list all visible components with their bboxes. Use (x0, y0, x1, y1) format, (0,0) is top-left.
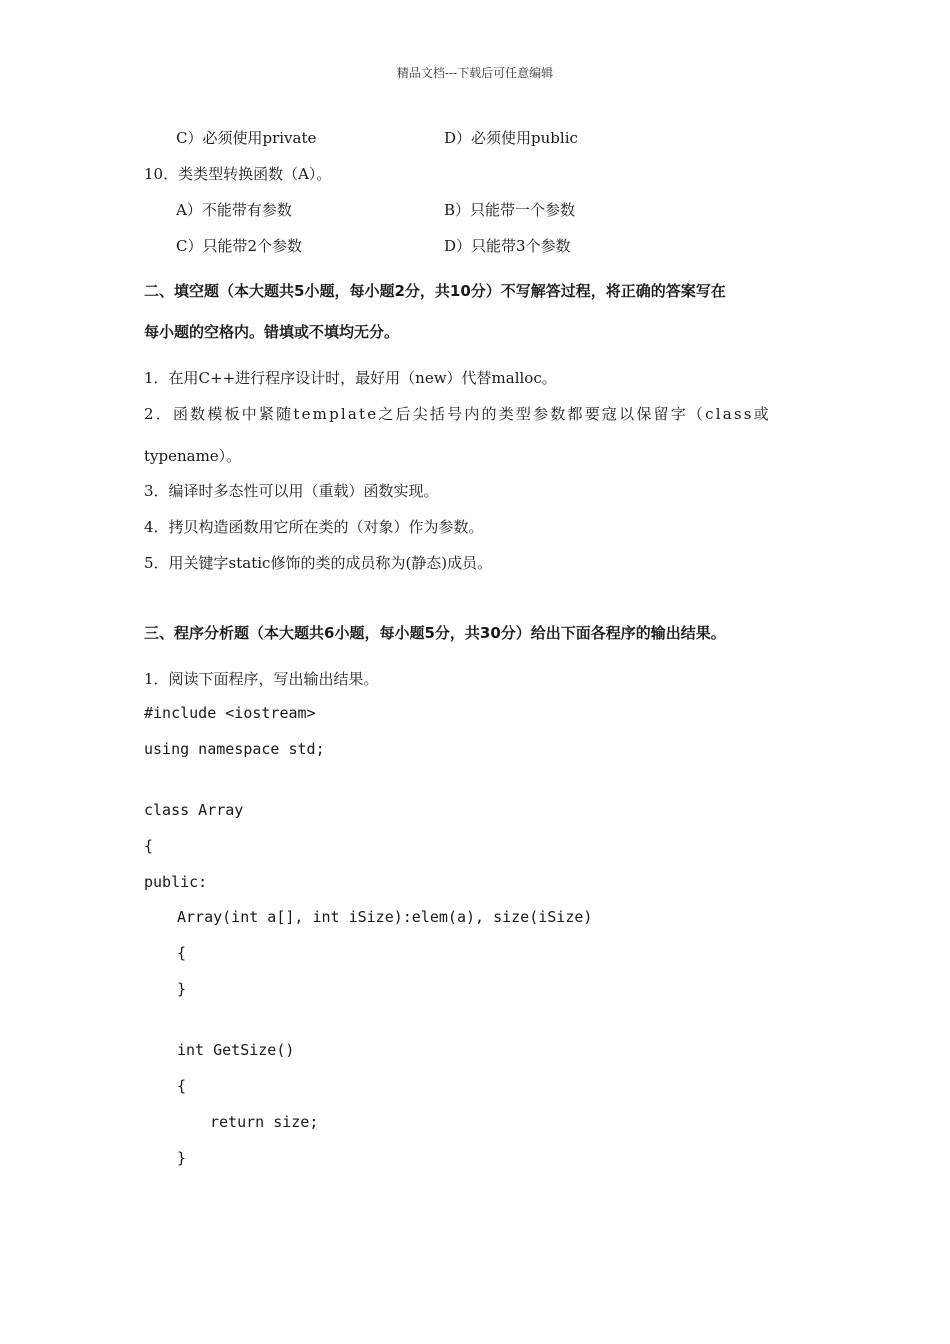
q10-option-b: B）只能带一个参数 (444, 201, 576, 219)
code-line: { (144, 837, 154, 855)
code-line: using namespace std; (144, 740, 325, 758)
fill-item-1: 1．在用C++进行程序设计时，最好用（new）代替malloc。 (144, 369, 557, 387)
code-line: } (177, 1149, 187, 1167)
fill-item-4: 4．拷贝构造函数用它所在类的（对象）作为参数。 (144, 518, 484, 536)
code-line: int GetSize() (177, 1041, 295, 1059)
section3-heading: 三、程序分析题（本大题共6小题，每小题5分，共30分）给出下面各程序的输出结果。 (144, 624, 726, 642)
fill-item-2-cont: typename）。 (144, 447, 242, 465)
code-line: } (177, 980, 187, 998)
code-line: public: (144, 873, 208, 891)
code-line: { (177, 944, 187, 962)
section2-heading-line1: 二、填空题（本大题共5小题，每小题2分，共10分）不写解答过程，将正确的答案写在 (144, 282, 726, 300)
fill-item-2: 2．函数模板中紧随template之后尖括号内的类型参数都要寇以保留字（class或 (144, 405, 771, 423)
q10-stem: 10．类类型转换函数（A）。 (144, 165, 332, 183)
q9-option-d: D）必须使用public (444, 129, 578, 147)
code-line: #include <iostream> (144, 704, 316, 722)
code-line: { (177, 1077, 187, 1095)
code-line: return size; (210, 1113, 319, 1131)
q10-option-d: D）只能带3个参数 (444, 237, 571, 255)
code-line: Array(int a[], int iSize):elem(a), size(iSize) (177, 908, 593, 926)
section2-heading-line2: 每小题的空格内。错填或不填均无分。 (144, 323, 400, 341)
fill-item-5: 5．用关键字static修饰的类的成员称为(静态)成员。 (144, 554, 493, 572)
page-header: 精品文档---下载后可任意编辑 (396, 66, 554, 80)
fill-item-3: 3．编译时多态性可以用（重载）函数实现。 (144, 482, 439, 500)
code-line: class Array (144, 801, 244, 819)
q10-option-c: C）只能带2个参数 (176, 237, 303, 255)
section3-question-1: 1．阅读下面程序，写出输出结果。 (144, 670, 379, 688)
q10-option-a: A）不能带有参数 (176, 201, 292, 219)
q9-option-c: C）必须使用private (176, 129, 317, 147)
